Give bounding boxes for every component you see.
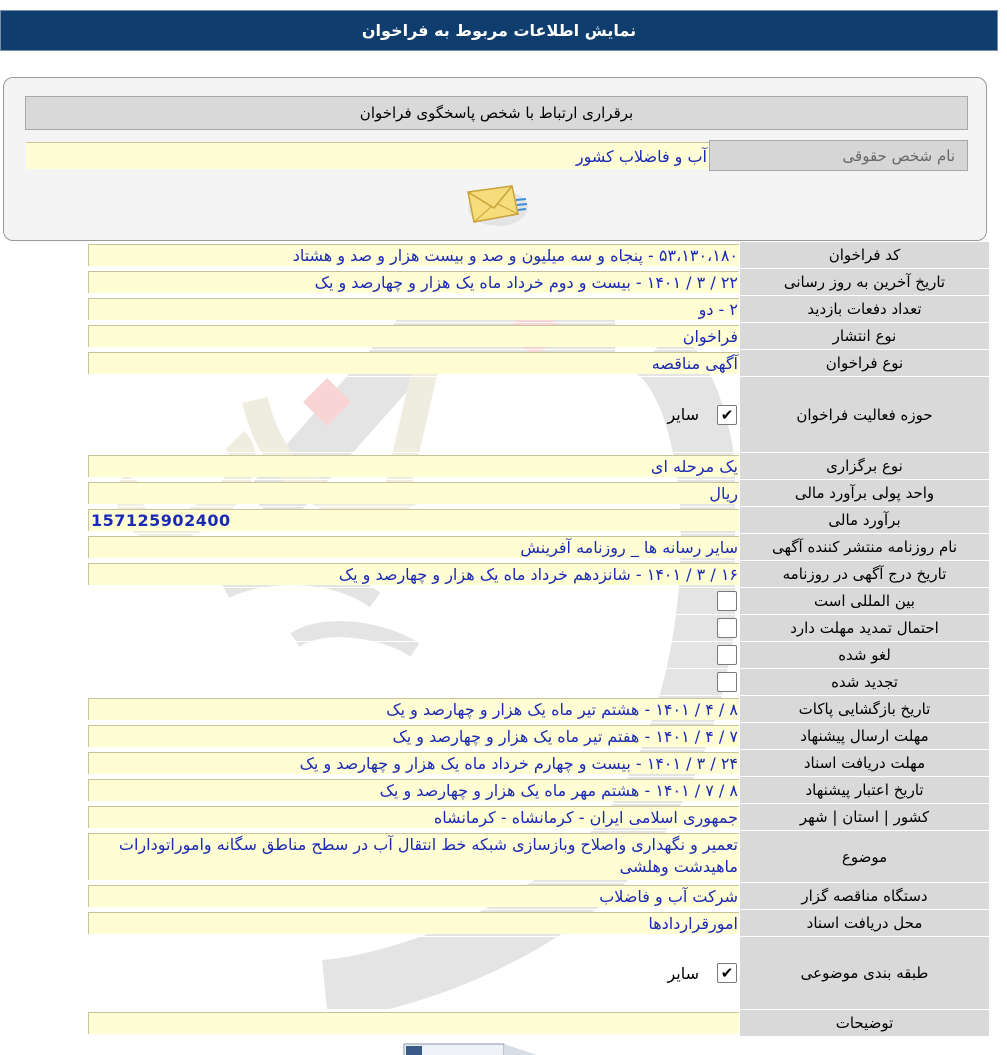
row-holding-type: [88, 453, 989, 480]
international-option: [88, 588, 739, 614]
newspaper-label: نام روزنامه منتشر کننده آگهی: [739, 534, 989, 560]
validity-date-label: تاریخ اعتبار پیشنهاد: [739, 777, 989, 803]
category-option-text: سایر: [667, 963, 699, 983]
row-location: [88, 804, 989, 831]
call-type-label: نوع فراخوان: [739, 350, 989, 376]
row-estimate: [88, 507, 989, 534]
visit-count-value: ۲ - دو: [88, 298, 739, 320]
location-label: کشور | استان | شهر: [739, 804, 989, 830]
description-value: [88, 1012, 739, 1034]
activity-option-text: سایر: [667, 405, 699, 424]
cancelled-label: لغو شده: [739, 642, 989, 668]
submit-deadline-label: مهلت ارسال پیشنهاد: [739, 723, 989, 749]
estimate-value: 157125902400: [88, 509, 739, 531]
estimate-label: برآورد مالی: [739, 507, 989, 533]
publish-type-value: فراخوان: [88, 325, 739, 347]
category-label: طبقه بندی موضوعی: [739, 937, 989, 1009]
docs-deadline-label: مهلت دریافت اسناد: [739, 750, 989, 776]
check-icon: ✔: [720, 405, 734, 424]
row-category: [88, 937, 989, 1010]
code-value: ۵۳،۱۳۰،۱۸۰ - پنجاه و سه میلیون و صد و بیست هزار و صد و هشتاد: [88, 244, 739, 266]
row-subject: [88, 831, 989, 883]
docs-place-label: محل دریافت اسناد: [739, 910, 989, 936]
row-opening-date: [88, 696, 989, 723]
last-update-value: ۲۲ / ۳ / ۱۴۰۱ - بیست و دوم خرداد ماه یک هزار و چهارصد و یک: [88, 271, 739, 293]
extension-checkbox[interactable]: [717, 618, 737, 638]
publish-type-label: نوع انتشار: [739, 323, 989, 349]
row-activity: [88, 377, 989, 453]
row-last-update: [88, 269, 989, 296]
opening-date-value: ۸ / ۴ / ۱۴۰۱ - هشتم تیر ماه یک هزار و چهارصد و یک: [88, 698, 739, 720]
code-label: کد فراخوان: [739, 242, 989, 268]
extension-label: احتمال تمدید مهلت دارد: [739, 615, 989, 641]
row-renewed: [88, 669, 989, 696]
cancelled-checkbox[interactable]: [717, 645, 737, 665]
activity-label: حوزه فعالیت فراخوان: [739, 377, 989, 452]
submit-deadline-value: ۷ / ۴ / ۱۴۰۱ - هفتم تیر ماه یک هزار و چهارصد و یک: [88, 725, 739, 747]
row-publish-type: [88, 323, 989, 350]
renewed-checkbox[interactable]: [717, 672, 737, 692]
row-docs-place: [88, 910, 989, 937]
row-newspaper-date: [88, 561, 989, 588]
category-option: [88, 937, 739, 1009]
activity-option: [88, 377, 739, 452]
renewed-label: تجدید شده: [739, 669, 989, 695]
page-title: نمایش اطلاعات مربوط به فراخوان: [0, 10, 998, 51]
international-label: بین المللی است: [739, 588, 989, 614]
row-newspaper: [88, 534, 989, 561]
activity-checkbox[interactable]: [717, 405, 737, 425]
contact-legal-name-value: آب و فاضلاب کشور: [26, 142, 709, 169]
organizer-label: دستگاه مناقصه گزار: [739, 883, 989, 909]
cancelled-option: [88, 642, 739, 668]
row-docs-deadline: [88, 750, 989, 777]
row-description: [88, 1010, 989, 1037]
location-value: جمهوری اسلامی ایران - کرمانشاه - کرمانشاه: [88, 806, 739, 828]
row-cancelled: [88, 642, 989, 669]
subject-value: تعمیر و نگهداری واصلاح وبازسازی شبکه خط انتقال آب در سطح مناطق سگانه واموراتودارات ماهیدشت وهلشی: [88, 833, 739, 880]
tender-details-form: [88, 242, 989, 1037]
description-label: توضیحات: [739, 1010, 989, 1036]
newspaper-value: سایر رسانه ها _ روزنامه آفرینش: [88, 536, 739, 558]
subject-label: موضوع: [739, 831, 989, 882]
mail-envelope-icon[interactable]: [464, 182, 530, 228]
newspaper-date-label: تاریخ درج آگهی در روزنامه: [739, 561, 989, 587]
last-update-label: تاریخ آخرین به روز رسانی: [739, 269, 989, 295]
row-submit-deadline: [88, 723, 989, 750]
newspaper-date-value: ۱۶ / ۳ / ۱۴۰۱ - شانزدهم خرداد ماه یک هزار و چهارصد و یک: [88, 563, 739, 585]
contact-legal-name-label: نام شخص حقوقی: [709, 140, 968, 171]
row-code: [88, 242, 989, 269]
call-type-value: آگهی مناقصه: [88, 352, 739, 374]
opening-date-label: تاریخ بازگشایی پاکات: [739, 696, 989, 722]
holding-type-label: نوع برگزاری: [739, 453, 989, 479]
currency-value: ریال: [88, 482, 739, 504]
organizer-value: شرکت آب و فاضلاب: [88, 885, 739, 907]
extension-option: [88, 615, 739, 641]
validity-date-value: ۸ / ۷ / ۱۴۰۱ - هشتم مهر ماه یک هزار و چهارصد و یک: [88, 779, 739, 801]
docs-deadline-value: ۲۴ / ۳ / ۱۴۰۱ - بیست و چهارم خرداد ماه یک هزار و چهارصد و یک: [88, 752, 739, 774]
row-validity-date: [88, 777, 989, 804]
currency-label: واحد پولی برآورد مالی: [739, 480, 989, 506]
contact-header: برقراری ارتباط با شخص پاسخگوی فراخوان: [25, 96, 968, 130]
international-checkbox[interactable]: [717, 591, 737, 611]
row-visit-count: [88, 296, 989, 323]
row-international: [88, 588, 989, 615]
row-organizer: [88, 883, 989, 910]
row-currency: [88, 480, 989, 507]
holding-type-value: یک مرحله ای: [88, 455, 739, 477]
document-icon[interactable]: [400, 1040, 550, 1055]
docs-place-value: امورقراردادها: [88, 912, 739, 934]
category-checkbox[interactable]: [717, 963, 737, 983]
row-call-type: [88, 350, 989, 377]
row-extension: [88, 615, 989, 642]
renewed-option: [88, 669, 739, 695]
visit-count-label: تعداد دفعات بازدید: [739, 296, 989, 322]
check-icon: ✔: [720, 964, 734, 982]
contact-panel: [3, 77, 987, 241]
